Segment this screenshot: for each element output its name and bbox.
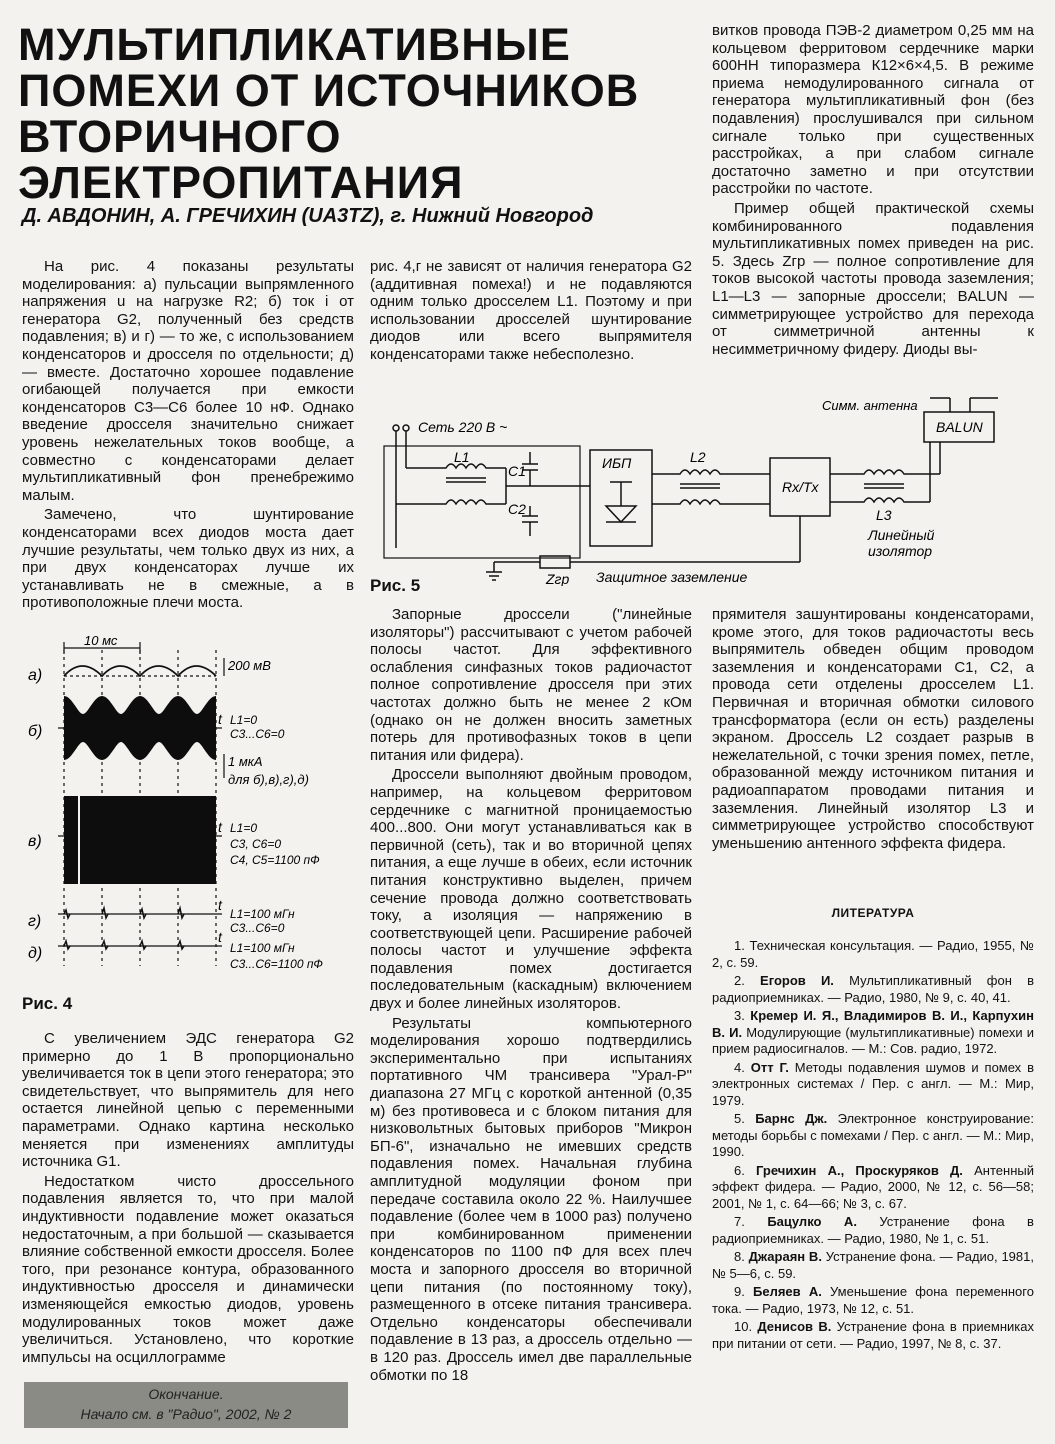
- axis-t-label: t: [218, 819, 222, 835]
- row-note: L1=0: [230, 821, 258, 835]
- axis-t-label: t: [218, 929, 222, 945]
- reference-item: 9. Беляев А. Уменьшение фона переменного тока. — Радио, 1973, № 12, с. 51.: [712, 1284, 1034, 1316]
- article-title: [18, 19, 698, 208]
- row-note: C4, C5=1100 пФ: [230, 853, 320, 867]
- reference-item: 5. Барнс Дж. Электронное конструирование: методы борьбы с помехами / Пер. с англ. — М.: Мир, 1990.: [712, 1111, 1034, 1159]
- paragraph: Запорные дроссели ("линейные изоляторы") рассчитывают с учетом рабочей полосы частот. Для эффективного ослабления синфазных токов радиочастот полное сопротивление дросселя при этих частотах должно быть не менее 2 кОм (однако он не должен вносить заметных потерь для противофазных токов в цепи питания или фидера).: [370, 606, 692, 764]
- row-tag: б): [28, 723, 43, 740]
- reference-item: 3. Кремер И. Я., Владимиров В. И., Карпухин В. И. Модулирующие (мультипликативные) помехи и прием радиосигналов. — М.: Сов. радио, 1972.: [712, 1008, 1034, 1056]
- l3-label: L3: [876, 507, 892, 523]
- figure-5-circuit: [370, 396, 1034, 586]
- continuation-line: Окончание.: [148, 1386, 224, 1402]
- line-isolator-label: изолятор: [868, 543, 933, 559]
- row-tag: в): [28, 833, 42, 850]
- reference-item: 2. Егоров И. Мультипликативный фон в радиоприемниках. — Радио, 1980, № 9, с. 40, 41.: [712, 973, 1034, 1005]
- column-1-bottom: [22, 1030, 354, 1366]
- reference-item: 4. Отт Г. Методы подавления шумов и помех в электронных системах / Пер. с англ. — М.: Мир, 1979.: [712, 1059, 1034, 1108]
- l1-label: L1: [454, 449, 470, 465]
- paragraph: Дроссели выполняют двойным проводом, например, на кольцевом ферритовом сердечнике с магнитной проницаемостью 400...800. Они могут устанавливаться как в первичной (сеть), так и во вторичной цепях питания, а еще лучше в обеих, если источник питания конструктивно выделен, причем сечение провода должно соответствовать току, а изоляция — напряжению в соответствующей цепи. Расширение рабочей полосы частот и улучшение эффекта подавления помех достигается последовательным (каскадным) включением двух и более линейных изоляторов.: [370, 766, 692, 1013]
- paragraph: Результаты компьютерного моделирования хорошо подтвердились экспериментально при испытаниях портативного ЧМ трансивера "Урал-Р" диапазона 27 МГц с короткой антенной (0,35 м) без противовеса и с блоком питания для низковольтных бытовых приборов "Микрон БП-6", изначально не имевших средств подавления помех. Начальная глубина амплитудной модуляции фоном при передаче составила около 22 %. Наилучшее подавление (более чем в 1000 раз) получено при комбинированном применении конденсаторов по 1100 пФ для всех плеч моста и запорного дросселя во вторичной цепи питания (по постоянному току), размещенного в отсеке питания трансивера. Отдельно конденсаторы обеспечивали подавление в 13 раз, а дроссель отдельно — в 120 раз. Дроссель имел две параллельные обмотки по 18: [370, 1014, 692, 1384]
- references-list: [712, 938, 1034, 1354]
- row-note: C3...C6=0: [230, 921, 285, 935]
- c1-label: C1: [508, 463, 526, 479]
- row-note: C3...C6=0: [230, 727, 285, 741]
- title-line: ПОМЕХИ ОТ ИСТОЧНИКОВ: [18, 65, 640, 116]
- literature-heading: ЛИТЕРАТУРА: [831, 906, 915, 920]
- title-line: МУЛЬТИПЛИКАТИВНЫЕ: [18, 19, 571, 70]
- psu-label: ИБП: [602, 455, 632, 471]
- row-tag: г): [28, 913, 42, 930]
- l2-label: L2: [690, 449, 706, 465]
- balun-label: BALUN: [936, 419, 983, 435]
- column-2-top: [370, 258, 692, 364]
- row-note: L1=100 мГн: [230, 941, 295, 955]
- paragraph: Недостатком чисто дроссельного подавления является то, что при малой индуктивности подавление может оказаться недостаточным, а при большой — сказывается влияние собственной емкости дросселя. Более того, при резонансе контура, образованного индуктивностью дросселя и динамически изменяющейся емкостью диодов, уровень модулированных токов может даже увеличиться. Установлено, что короткие импульсы на осциллограмме: [22, 1172, 354, 1366]
- row-note: C3...C6=1100 пФ: [230, 957, 323, 971]
- column-2-bottom: [370, 606, 692, 1384]
- figure-4-caption: Рис. 4: [22, 994, 73, 1013]
- paragraph: Замечено, что шунтирование конденсаторами всех диодов моста дает лучшие результаты, чем только двух из них, а при двух конденсаторах лучше их устанавливать не в смежные, а в противоположные плечи моста.: [22, 506, 354, 612]
- current-scale-note: для б),в),г),д): [228, 772, 309, 787]
- row-note: L1=100 мГн: [230, 907, 295, 921]
- zgr-label: Zгр: [546, 571, 570, 586]
- row-note: C3, C6=0: [230, 837, 282, 851]
- paragraph: С увеличением ЭДС генератора G2 примерно до 1 В пропорционально увеличивается ток в цепи этого генератора; это свидетельствует, что выпрямитель для него остается линейной цепью с переменными параметрами. Однако картина несколько меняется при изменениях амплитуды источника G1.: [22, 1030, 354, 1171]
- reference-item: 8. Джараян В. Устранение фона. — Радио, 1981, № 5—6, с. 59.: [712, 1249, 1034, 1281]
- reference-item: 1. Техническая консультация. — Радио, 1955, № 2, с. 59.: [712, 938, 1034, 970]
- antenna-label: Симм. антенна: [822, 398, 918, 413]
- line-isolator-label: Линейный: [868, 527, 935, 543]
- continuation-line: Начало см. в "Радио", 2002, № 2: [80, 1406, 292, 1422]
- column-1-top: [22, 258, 354, 612]
- column-3-bottom: [712, 606, 1034, 852]
- paragraph: прямителя зашунтированы конденсаторами, кроме этого, для токов радиочастоты весь выпрямитель обведен общим проводом заземления и конденсаторами C1, C2, а провода сети отделены дросселем L1. Первичная и вторичная обмотки силового трансформатора (если он есть) разделены экраном. Дроссель L2 создает разрыв в нежелательной, с точки зрения помех, петле, образованной между источником питания и радиоаппаратом проводами питания и заземления. Линейный изолятор L3 и симметрирующее устройство способствуют уменьшению антенного эффекта фидера.: [712, 606, 1034, 852]
- current-scale-label: 1 мкА: [228, 754, 263, 769]
- reference-item: 6. Гречихин А., Проскуряков Д. Антенный эффект фидера. — Радио, 2000, № 12, с. 56—58; 2001, № 1, с. 64—66; № 3, с. 67.: [712, 1162, 1034, 1211]
- title-line: ЭЛЕКТРОПИТАНИЯ: [18, 157, 464, 208]
- ground-label: Защитное заземление: [596, 569, 748, 585]
- paragraph: Пример общей практической схемы комбинированного подавления мультипликативных помех приведен на рис. 5. Здесь Zгр — полное сопротивление для токов высокой частоты провода заземления; L1—L3 — запорные дроссели; BALUN — симметрирующее устройство для перехода от симметричной антенны к несимметричному фидеру. Диоды вы-: [712, 199, 1034, 358]
- reference-item: 10. Денисов В. Устранение фона в приемниках при питании от сети. — Радио, 1997, № 8, с. 37.: [712, 1319, 1034, 1351]
- axis-t-label: t: [218, 711, 222, 727]
- paragraph: рис. 4,г не зависят от наличия генератора G2 (аддитивная помеха!) и не подавляются одним только дросселем L1. Поэтому и при использовании дросселей шунтирование диодов или всего выпрямителя конденсаторами также небесполезно.: [370, 258, 692, 363]
- paragraph: витков провода ПЭВ-2 диаметром 0,25 мм на кольцевом ферритовом сердечнике марки 600НН типоразмера К12×6×4,5. В режиме приема немодулированного сигнала от генератора мультипликативный фон (без подавления) прослушивался при сильном сигнале только при существенных расстройках, а при слабом сигнале достаточно заметно и при отсутствии расстройки по частоте.: [712, 22, 1034, 198]
- article-authors: Д. АВДОНИН, А. ГРЕЧИХИН (UA3TZ), г. Нижний Новгород: [22, 205, 594, 227]
- row-note: L1=0: [230, 713, 258, 727]
- c2-label: C2: [508, 501, 526, 517]
- title-line: ВТОРИЧНОГО: [18, 111, 342, 162]
- figure-4-waveforms: [22, 636, 352, 988]
- voltage-scale-label: 200 мВ: [228, 658, 271, 673]
- column-3-top: [712, 22, 1034, 358]
- mains-label: Сеть 220 В ~: [418, 419, 508, 435]
- figure-5-caption: Рис. 5: [370, 576, 421, 595]
- rxtx-label: Rx/Tx: [782, 479, 819, 495]
- row-tag: д): [28, 945, 43, 962]
- continuation-note: [24, 1382, 348, 1428]
- axis-t-label: t: [218, 897, 222, 913]
- paragraph: На рис. 4 показаны результаты моделирования: а) пульсации выпрямленного напряжения u на нагрузке R2; б) ток i от генератора G2, полученный без средств подавления; в) и г) — то же, с использованием конденсаторов и дросселя по отдельности; д) — вместе. Достаточно хорошее подавление огибающей получается при емкости конденсаторов C3—C6 более 10 нФ. Однако введение дросселя значительно снижает уровень нежелательных токов вообще, а совместно с конденсаторами делает мультипликативный фон пренебрежимо малым.: [22, 258, 354, 504]
- reference-item: 7. Бацулко А. Устранение фона в радиоприемниках. — Радио, 1980, № 1, с. 51.: [712, 1214, 1034, 1246]
- period-label: 10 мс: [84, 636, 118, 648]
- row-tag: а): [28, 667, 43, 684]
